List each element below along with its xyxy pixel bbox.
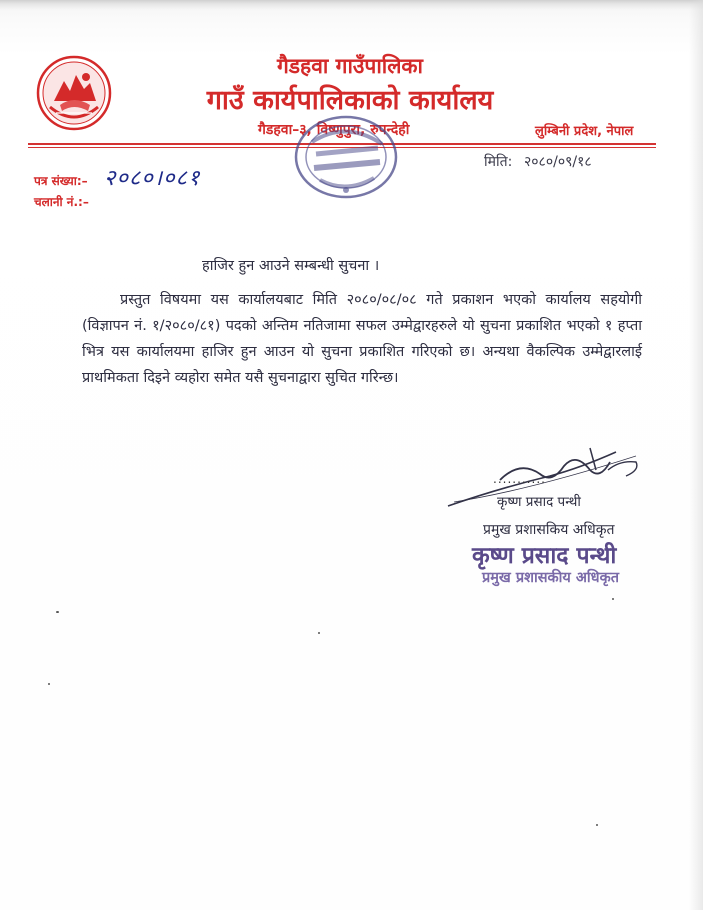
scan-speck bbox=[318, 632, 320, 634]
nepal-emblem-icon bbox=[36, 55, 112, 131]
seal-designation: प्रमुख प्रशासकीय अधिकृत bbox=[482, 570, 619, 586]
signatory-name: कृष्ण प्रसाद पन्थी bbox=[497, 494, 581, 510]
scan-speck bbox=[56, 611, 59, 613]
scan-right-edge bbox=[689, 0, 703, 910]
address-left: गैडहवा–३, विष्णुपुरा, रुपन्देही bbox=[258, 122, 410, 138]
dispatch-number-label: चलानी नं.:– bbox=[34, 195, 89, 209]
date-value: २०८०/०९/१८ bbox=[524, 154, 592, 170]
scan-top-edge bbox=[0, 0, 703, 10]
reference-number-value: २०८०।०८१ bbox=[104, 166, 201, 191]
letter-body: प्रस्तुत विषयमा यस कार्यालयबाट मिति २०८०/०८/०८ गते प्रकाशन भएको कार्यालय सहयोगी (विज्ञापन नं. १/२०८०/८१) पदको अन्तिम नतिजामा सफल उम्मेद्वारहरुले यो सुचना प्रकाशित भएको १ हप्ता भित्र यस कार्यालयमा हाजिर हुन आउन यो सुचना प्रकाशित गरिएको छ। अन्यथा वैकल्पिक उम्मेद्वारलाई प्राथमिकता दिइने व्यहोरा समेत यसै सुचनाद्वारा सुचित गरिन्छ। bbox=[82, 292, 642, 386]
office-name: गैडहवा गाउँपालिका bbox=[276, 54, 423, 78]
scan-speck bbox=[48, 683, 50, 685]
reference-number-label: पत्र संख्या:– bbox=[34, 174, 88, 188]
signatory-designation: प्रमुख प्रशासकिय अधिकृत bbox=[483, 522, 615, 538]
scan-speck bbox=[596, 824, 598, 826]
letter-subject: हाजिर हुन आउने सम्बन्धी सुचना । bbox=[202, 258, 380, 274]
signature-dots: ........... bbox=[493, 472, 546, 486]
address-right: लुम्बिनी प्रदेश, नेपाल bbox=[535, 124, 634, 139]
seal-name: कृष्ण प्रसाद पन्थी bbox=[472, 543, 617, 569]
office-title: गाउँ कार्यपालिकाको कार्यालय bbox=[206, 85, 494, 116]
office-round-stamp-icon bbox=[290, 112, 402, 202]
scan-speck bbox=[612, 598, 614, 600]
date-label: मिति: bbox=[484, 154, 513, 170]
